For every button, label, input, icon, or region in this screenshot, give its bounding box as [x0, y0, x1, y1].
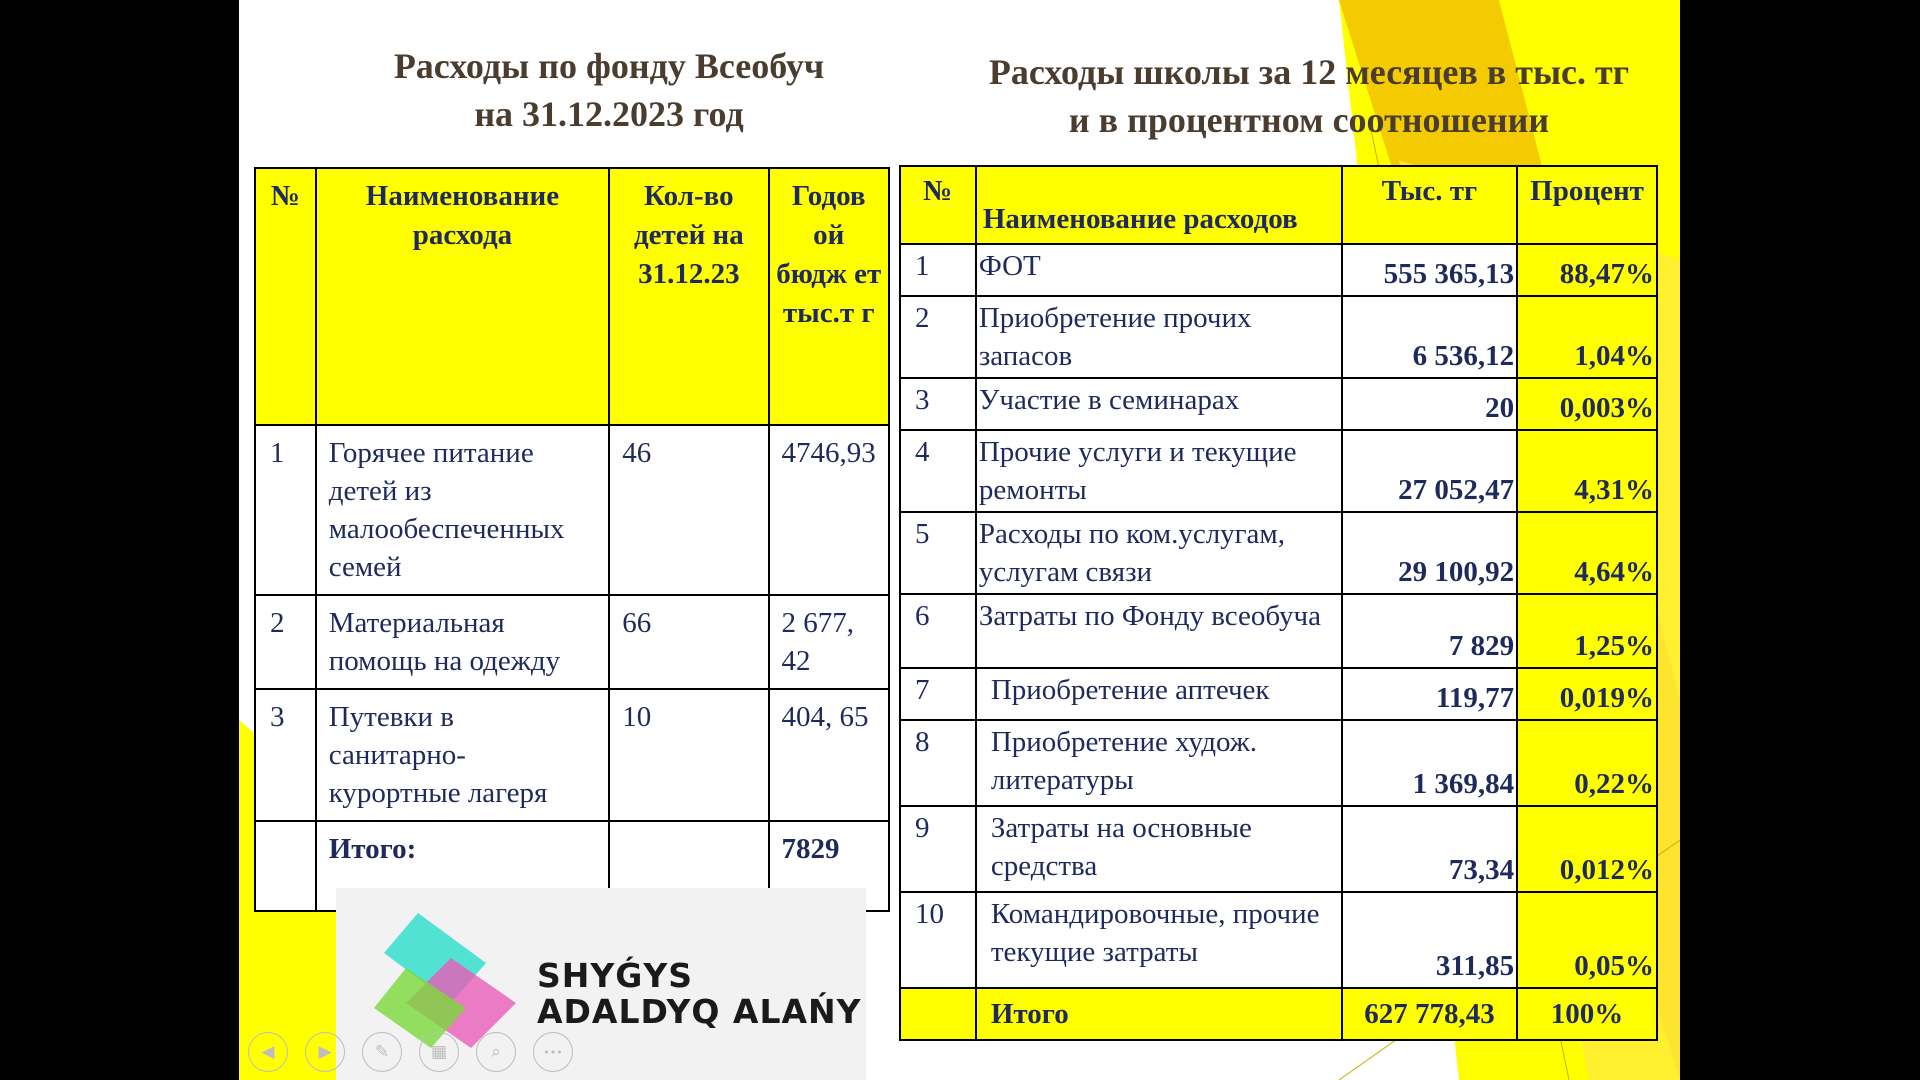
row-name: ФОТ [976, 244, 1342, 296]
total-value: 7829 [769, 821, 890, 911]
row-percent: 1,25% [1517, 594, 1657, 668]
prev-slide-button[interactable] [248, 1032, 288, 1072]
table-row [900, 296, 1657, 378]
logo-text-line-2: ADALDYQ ALAŃY [537, 992, 862, 1031]
table-header-row [900, 166, 1657, 244]
row-name: Материальная помощь на одежду [316, 595, 609, 689]
magnifier-icon: ⌕ [491, 1042, 501, 1062]
logo-text [537, 958, 862, 1030]
pen-tool-button[interactable] [362, 1032, 402, 1072]
row-amount: 73,34 [1342, 806, 1517, 892]
left-title-line-2: на 31.12.2023 год [474, 94, 744, 134]
table-row [900, 720, 1657, 806]
row-number: 2 [900, 296, 976, 378]
row-budget: 404, 65 [769, 689, 890, 821]
logo-text-line-1: SHYǴYS [537, 956, 694, 995]
row-amount: 555 365,13 [1342, 244, 1517, 296]
row-percent: 0,012% [1517, 806, 1657, 892]
row-budget: 4746,93 [769, 425, 890, 595]
table-row [255, 425, 889, 595]
row-percent: 0,05% [1517, 892, 1657, 988]
column-header: № [255, 168, 316, 425]
row-percent: 88,47% [1517, 244, 1657, 296]
right-title-line-1: Расходы школы за 12 месяцев в тыс. тг [988, 52, 1630, 92]
table-row [900, 378, 1657, 430]
total-label: Итого: [316, 821, 609, 911]
row-percent: 0,019% [1517, 668, 1657, 720]
row-amount: 27 052,47 [1342, 430, 1517, 512]
row-number: 8 [900, 720, 976, 806]
column-header: Наименование расхода [316, 168, 609, 425]
table-row [900, 244, 1657, 296]
total-label: Итого [976, 988, 1342, 1040]
table-row [900, 806, 1657, 892]
column-header: Тыс. тг [1342, 166, 1517, 244]
table-header-row [255, 168, 889, 425]
row-budget: 2 677, 42 [769, 595, 890, 689]
row-amount: 7 829 [1342, 594, 1517, 668]
row-amount: 6 536,12 [1342, 296, 1517, 378]
row-number: 5 [900, 512, 976, 594]
column-header: № [900, 166, 976, 244]
row-number: 2 [255, 595, 316, 689]
row-name: Участие в семинарах [976, 378, 1342, 430]
row-number: 10 [900, 892, 976, 988]
empty-cell [255, 821, 316, 911]
vseobuch-table [254, 167, 890, 912]
table-row [900, 594, 1657, 668]
right-title [939, 48, 1679, 144]
column-header: Кол-во детей на 31.12.23 [609, 168, 768, 425]
row-name: Затраты на основные средства [976, 806, 1342, 892]
row-name: Приобретение худож. литературы [976, 720, 1342, 806]
left-title [359, 42, 859, 138]
table-row [900, 892, 1657, 988]
column-header: Наименование расходов [976, 166, 1342, 244]
row-amount: 1 369,84 [1342, 720, 1517, 806]
row-name: Затраты по Фонду всеобуча [976, 594, 1342, 668]
row-number: 6 [900, 594, 976, 668]
school-expenses-table [899, 165, 1658, 1041]
row-percent: 1,04% [1517, 296, 1657, 378]
right-title-line-2: и в процентном соотношении [1068, 100, 1550, 140]
slide [239, 0, 1680, 1080]
pen-icon: ✎ [374, 1042, 390, 1062]
table-row [900, 430, 1657, 512]
row-number: 3 [255, 689, 316, 821]
table-row [255, 689, 889, 821]
slides-grid-icon: ▦ [430, 1042, 448, 1062]
row-name: Расходы по ком.услугам, услугам связи [976, 512, 1342, 594]
more-options-button[interactable] [533, 1032, 573, 1072]
zoom-button[interactable] [476, 1032, 516, 1072]
column-header: Процент [1517, 166, 1657, 244]
row-name: Прочие услуги и текущие ремонты [976, 430, 1342, 512]
row-amount: 20 [1342, 378, 1517, 430]
row-number: 4 [900, 430, 976, 512]
next-slide-button[interactable] [305, 1032, 345, 1072]
empty-cell [900, 988, 976, 1040]
row-count: 46 [609, 425, 768, 595]
row-name: Приобретение прочих запасов [976, 296, 1342, 378]
row-count: 10 [609, 689, 768, 821]
more-icon: ••• [543, 1045, 563, 1059]
row-number: 9 [900, 806, 976, 892]
row-name: Приобретение аптечек [976, 668, 1342, 720]
row-name: Горячее питание детей из малообеспеченных семей [316, 425, 609, 595]
row-percent: 4,31% [1517, 430, 1657, 512]
row-number: 7 [900, 668, 976, 720]
row-name: Командировочные, прочие текущие затраты [976, 892, 1342, 988]
row-number: 1 [900, 244, 976, 296]
arrow-left-icon: ◀ [261, 1042, 275, 1062]
table-row [255, 595, 889, 689]
row-percent: 0,003% [1517, 378, 1657, 430]
row-count: 66 [609, 595, 768, 689]
arrow-right-icon: ▶ [318, 1042, 332, 1062]
column-header: Годов ой бюдж ет тыс.т г [769, 168, 890, 425]
table-row [900, 512, 1657, 594]
row-percent: 4,64% [1517, 512, 1657, 594]
row-percent: 0,22% [1517, 720, 1657, 806]
left-title-line-1: Расходы по фонду Всеобуч [393, 46, 825, 86]
total-row [900, 988, 1657, 1040]
row-amount: 311,85 [1342, 892, 1517, 988]
table-row [900, 668, 1657, 720]
row-name: Путевки в санитарно-курортные лагеря [316, 689, 609, 821]
row-number: 1 [255, 425, 316, 595]
total-percent: 100% [1517, 988, 1657, 1040]
all-slides-button[interactable] [419, 1032, 459, 1072]
row-number: 3 [900, 378, 976, 430]
row-amount: 119,77 [1342, 668, 1517, 720]
row-amount: 29 100,92 [1342, 512, 1517, 594]
total-amount: 627 778,43 [1342, 988, 1517, 1040]
